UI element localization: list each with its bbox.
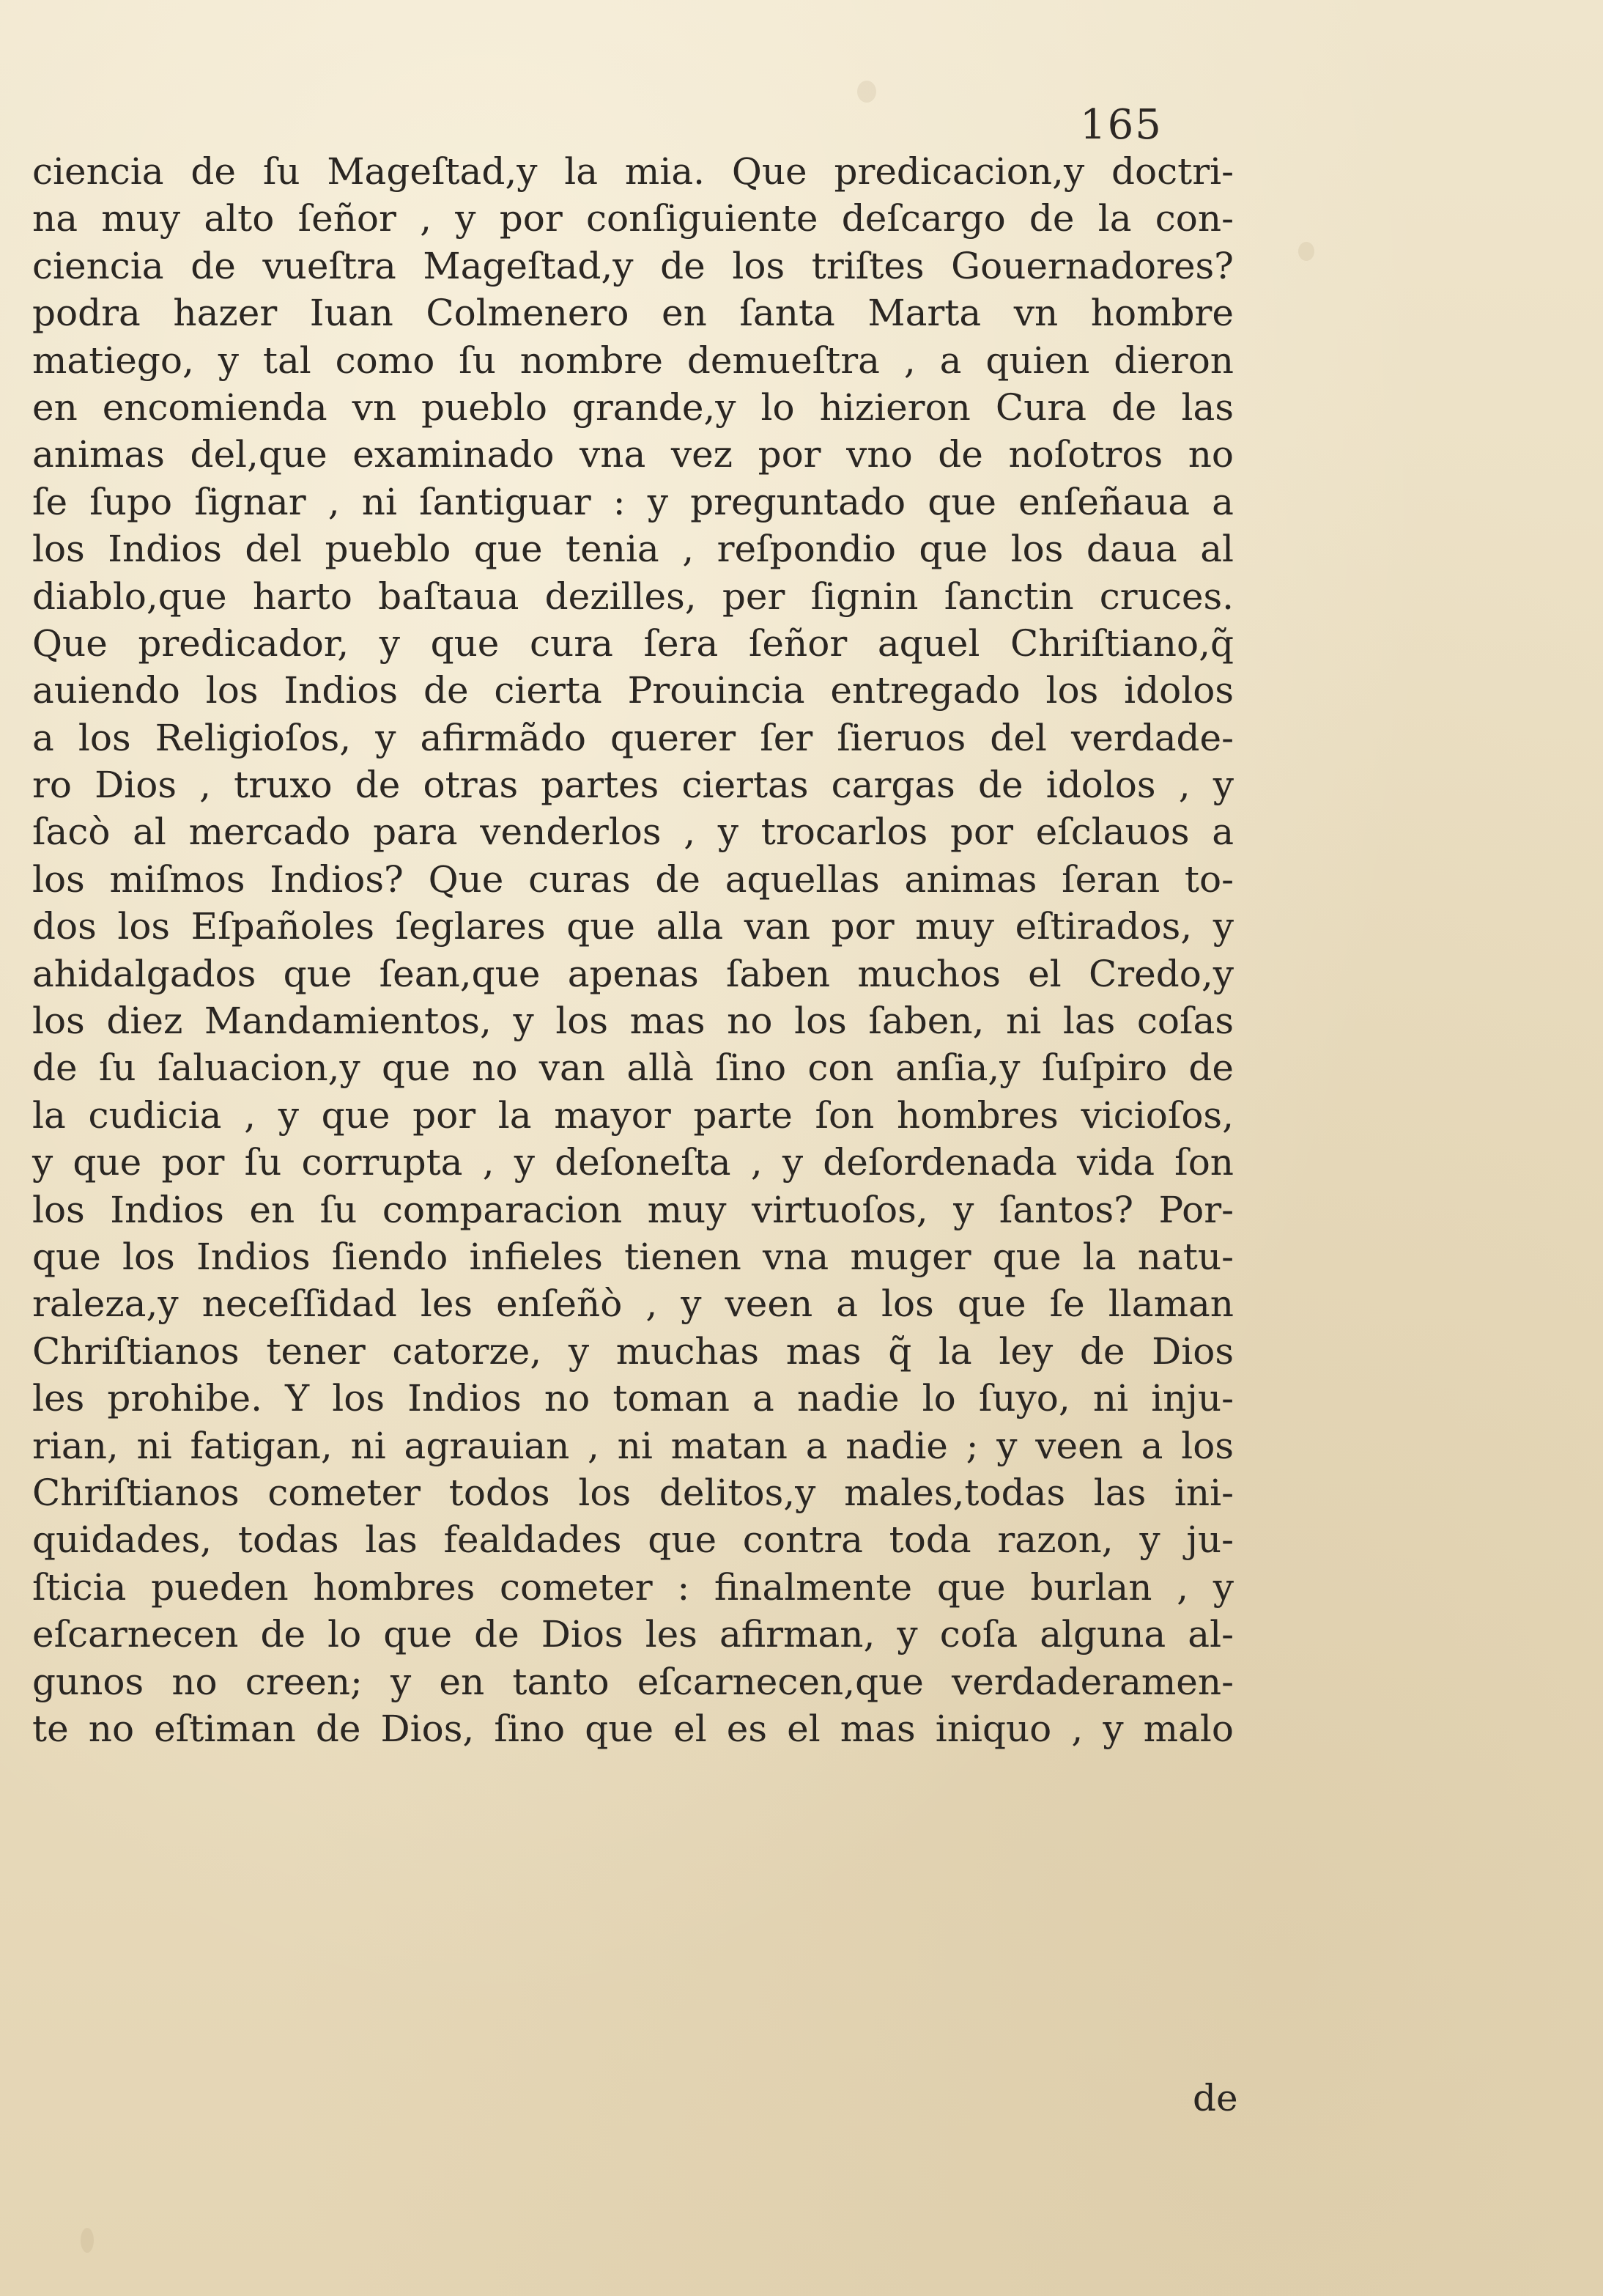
text-line: ciencia de ſu Mageſtad,y la mia. Que predicacion,y doctri-: [32, 150, 1234, 193]
text-line: te no eſtiman de Dios, ſino que el es el mas iniquo , y malo: [32, 1707, 1234, 1750]
text-line: auiendo los Indios de cierta Prouincia entregado los idolos: [32, 669, 1234, 712]
text-line: ſe ſupo ſignar , ni ſantiguar : y preguntado que enſeñaua a: [32, 480, 1234, 523]
text-line: ſacò al mercado para venderlos , y trocarlos por eſclauos a: [32, 811, 1234, 854]
paper-stain: [81, 2228, 94, 2253]
paper-stain: [1298, 242, 1314, 261]
text-line: animas del,que examinado vna vez por vno de noſotros no: [32, 433, 1234, 476]
paper-stain: [857, 81, 876, 103]
body-text: [32, 148, 1234, 1752]
text-line: na muy alto ſeñor , y por conſiguiente deſcargo de la con-: [32, 197, 1234, 240]
text-line: les prohibe. Y los Indios no toman a nadie lo ſuyo, ni inju-: [32, 1377, 1234, 1420]
text-line: rian, ni fatigan, ni agrauian , ni matan a nadie ; y veen a los: [32, 1424, 1234, 1467]
text-line: los Indios del pueblo que tenia , reſpondio que los daua al: [32, 528, 1234, 571]
text-line: podra hazer Iuan Colmenero en ſanta Marta vn hombre: [32, 292, 1234, 335]
text-line: la cudicia , y que por la mayor parte ſon hombres vicioſos,: [32, 1093, 1234, 1137]
text-line: ſticia pueden hombres cometer : finalmente que burlan , y: [32, 1565, 1234, 1609]
text-line: gunos no creen; y en tanto eſcarnecen,que verdaderamen-: [32, 1660, 1234, 1703]
text-line: ro Dios , truxo de otras partes ciertas cargas de idolos , y: [32, 764, 1234, 807]
text-line: ahidalgados que ſean,que apenas ſaben muchos el Credo,y: [32, 952, 1234, 995]
text-line: diablo,que harto baſtaua dezilles, per ſignin ſanctin cruces.: [32, 575, 1234, 618]
text-line: ciencia de vueſtra Mageſtad,y de los triſtes Gouernadores?: [32, 244, 1234, 287]
text-line: eſcarnecen de lo que de Dios les afirman, y coſa alguna al-: [32, 1613, 1234, 1656]
text-line: matiego, y tal como ſu nombre demueſtra , a quien dieron: [32, 339, 1234, 382]
text-line: Chriſtianos tener catorze, y muchas mas q̃ la ley de Dios: [32, 1329, 1234, 1373]
text-line: los miſmos Indios? Que curas de aquellas animas ſeran to-: [32, 857, 1234, 901]
text-line: Que predicador, y que cura ſera ſeñor aquel Chriſtiano,q̃: [32, 621, 1234, 665]
text-line: que los Indios ſiendo infieles tienen vna muger que la natu-: [32, 1235, 1234, 1278]
text-line: Chriſtianos cometer todos los delitos,y males,todas las ini-: [32, 1471, 1234, 1514]
text-line: los diez Mandamientos, y los mas no los ſaben, ni las coſas: [32, 1000, 1234, 1043]
catchword: de: [1193, 2077, 1238, 2119]
text-line: en encomienda vn pueblo grande,y lo hizieron Cura de las: [32, 385, 1234, 429]
text-line: de ſu ſaluacion,y que no van allà ſino con anſia,y ſuſpiro de: [32, 1047, 1234, 1090]
text-line: dos los Eſpañoles ſeglares que alla van por muy eſtirados, y: [32, 905, 1234, 948]
text-line: y que por ſu corrupta , y deſoneſta , y deſordenada vida ſon: [32, 1141, 1234, 1184]
text-line: raleza,y neceſſidad les enſeñò , y veen a los que ſe llaman: [32, 1282, 1234, 1326]
text-line: a los Religioſos, y afirmãdo querer ſer ſieruos del verdade-: [32, 716, 1234, 759]
text-line: los Indios en ſu comparacion muy virtuoſos, y ſantos? Por-: [32, 1188, 1234, 1231]
page-number: 165: [1080, 101, 1163, 149]
text-line: quidades, todas las fealdades que contra toda razon, y ju-: [32, 1518, 1234, 1562]
